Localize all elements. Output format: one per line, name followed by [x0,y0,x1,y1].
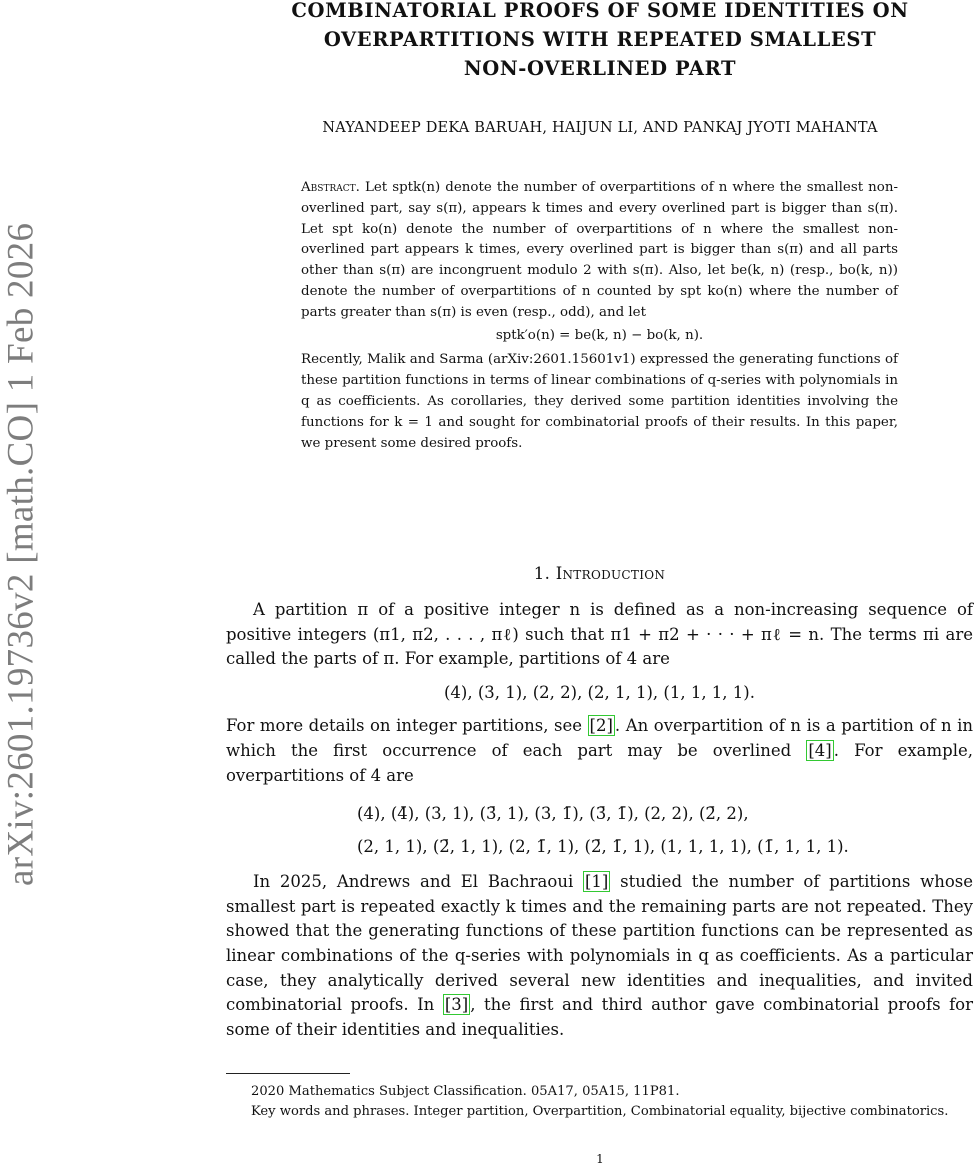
overpartitions-line-2: (2, 1, 1), (2̄, 1, 1), (2, 1̄, 1), (2̄, 1̄, 1), (1, 1, 1, 1), (1̄, 1, 1, 1). [357,837,849,857]
citation-link[interactable]: [2] [589,716,613,736]
overpartitions-display [357,797,973,863]
partitions-of-4-display: (4), (3, 1), (2, 2), (2, 1, 1), (1, 1, 1, 1). [444,682,755,702]
overpartitions-line-1: (4), (4̄), (3, 1), (3̄, 1), (3, 1̄), (3̄, 1̄), (2, 2), (2̄, 2), [357,804,749,824]
page-number: 1 [596,1152,604,1166]
citation-link[interactable]: [4] [808,740,832,760]
author-list: NAYANDEEP DEKA BARUAH, HAIJUN LI, AND PANKAJ JYOTI MAHANTA [322,120,878,136]
introduction-body [226,598,973,1042]
intro-paragraph-2: For more details on integer partitions, see [2] . An overpartition of n is a partition of n in which the first occurrence of each part may be overlined [4] . For example, overpartitions of 4 are [226,716,974,785]
title-line-3: NON-OVERLINED PART [463,57,737,80]
abstract-label: Abstract. [301,180,360,195]
abstract-text-1: Let sptk(n) denote the number of overpartitions of n where the smallest non-overlined part, say s(π), appears k times and every overlined part is bigger than s(π). Let spt ko(n) denote the number of overpartitions of n where the smallest non-overlined part appears k times, every overlined part is bigger than s(π) and all parts other than s(π) are incongruent modulo 2 with s(π). Also, let be(k, n) (resp., bo(k, n)) denote the number of overpartitions of n counted by spt ko(n) where the number of parts greater than s(π) is even (resp., odd), and let [301,180,898,320]
footnote-rule [226,1073,350,1074]
arxiv-side-stamp: arXiv:2601.19736v2 [math.CO] 1 Feb 2026 [0,222,42,886]
abstract-equation: sptk′o(n) = be(k, n) − bo(k, n). [495,327,704,343]
abstract-paragraph-1 [301,178,898,324]
citation-link[interactable]: [1] [584,872,609,892]
abstract-paragraph-2: Recently, Malik and Sarma (arXiv:2601.15601v1) expressed the generating functions of these partition functions in terms of linear combinations of q-series with polynomials in q as coefficients. As corollaries, they derived some partition identities involving the functions for k = 1 and sought for combinatorial proofs of their results. In this paper, we present some desired proofs. [301,352,898,451]
paper-title [270,0,930,83]
citation-link[interactable]: [3] [444,995,469,1015]
title-line-2: OVERPARTITIONS WITH REPEATED SMALLEST [323,28,877,51]
msc-footnote: 2020 Mathematics Subject Classification. 05A17, 05A15, 11P81. [251,1084,680,1099]
section-heading [226,564,973,583]
keywords-footnote: Key words and phrases. Integer partition, Overpartition, Combinatorial equality, bijective combinatorics. [251,1104,949,1120]
section-number: 1. [533,564,551,583]
section-title: Introduction [555,564,666,583]
abstract [301,178,898,454]
footnotes [226,1082,973,1122]
title-line-1: COMBINATORIAL PROOFS OF SOME IDENTITIES ON [291,0,909,22]
intro-paragraph-3: In 2025, Andrews and El Bachraoui [1] studied the number of partitions whose smallest part is repeated exactly k times and the remaining parts are not repeated. They showed that the generating functions of these partition functions can be represented as linear combinations of the q-series with polynomials in q as coefficients. As a particular case, they analytically derived several new identities and inequalities, and invited combinatorial proofs. In [3] , the first and third author gave combinatorial proofs for some of their identities and inequalities. [226,872,973,1039]
intro-paragraph-1: A partition π of a positive integer n is defined as a non-increasing sequence of positive integers (π1, π2, . . . , πℓ) such that π1 + π2 + · · · + πℓ = n. The terms πi are called the parts of π. For example, partitions of 4 are [226,600,973,669]
